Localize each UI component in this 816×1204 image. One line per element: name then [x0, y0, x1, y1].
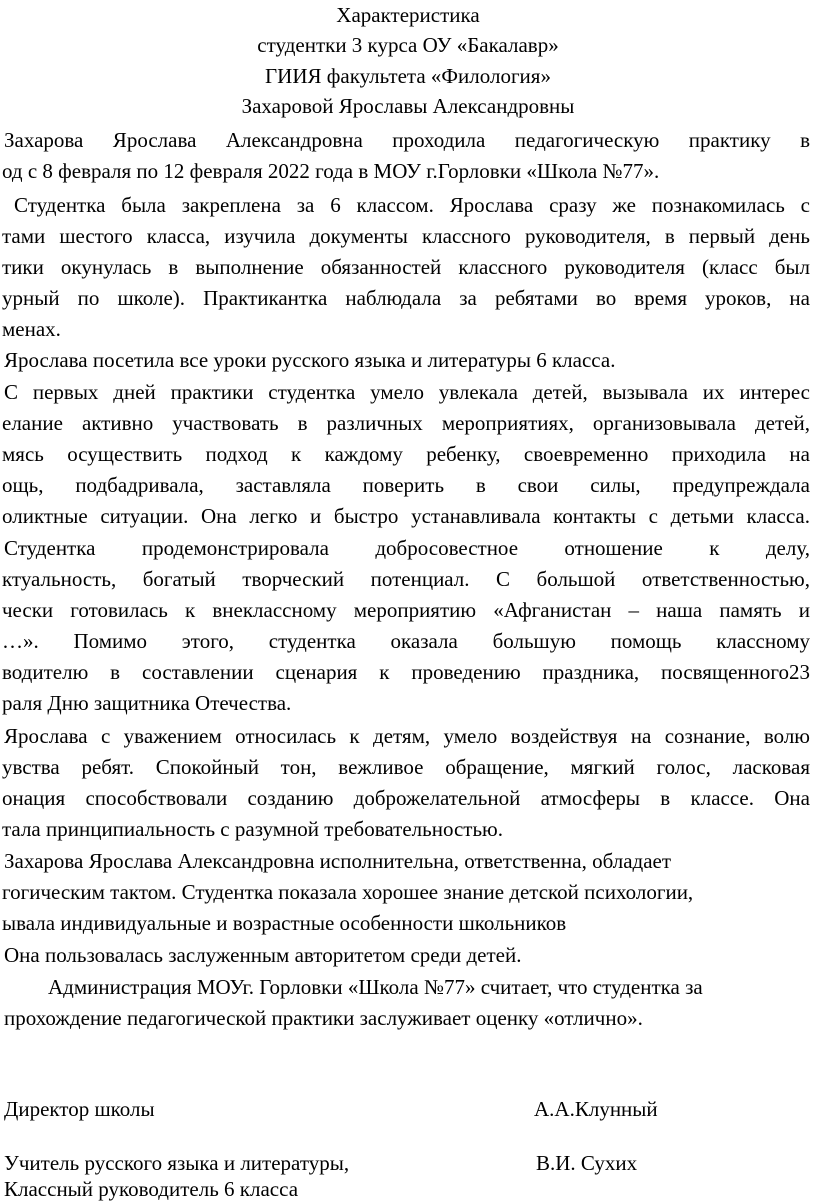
body-line: прохождение педагогической практики заслуживает оценку «отлично». — [4, 1006, 643, 1030]
doc-subtitle-student-name: Захаровой Ярославы Александровны — [241, 94, 575, 118]
director-name: А.А.Клунный — [534, 1097, 658, 1121]
doc-title: Характеристика — [336, 3, 480, 27]
body-line: водителю в составлении сценария к проведению праздника, посвященного23 — [2, 660, 810, 684]
body-line: Студентка продемонстрировала добросовестное отношение к делу, — [4, 536, 810, 560]
body-line: ктуальность, богатый творческий потенциал. С большой ответственностью, — [2, 567, 810, 591]
body-line: тами шестого класса, изучила документы классного руководителя, в первый день — [2, 224, 810, 248]
body-line: Ярослава с уважением относилась к детям, умело воздействуя на сознание, волю — [4, 724, 810, 748]
body-line: ощь, подбадривала, заставляла поверить в свои силы, предупреждала — [2, 473, 810, 497]
body-line: тала принципиальность с разумной требовательностью. — [2, 817, 503, 841]
doc-subtitle-course: студентки 3 курса ОУ «Бакалавр» — [257, 33, 559, 57]
doc-subtitle-faculty: ГИИЯ факультета «Филология» — [265, 64, 551, 88]
body-line: онация способствовали созданию доброжелательной атмосферы в классе. Она — [2, 786, 810, 810]
body-line: од с 8 февраля по 12 февраля 2022 года в МОУ г.Горловки «Школа №77». — [2, 159, 660, 183]
body-line: Студентка была закреплена за 6 классом. Ярослава сразу же познакомилась с — [14, 193, 810, 217]
teacher-name: В.И. Сухих — [536, 1151, 638, 1175]
body-line: Администрация МОУг. Горловки «Школа №77» считает, что студентка за — [48, 975, 703, 999]
class-teacher-title: Классный руководитель 6 класса — [4, 1177, 299, 1201]
body-line: …». Помимо этого, студентка оказала большую помощь классному — [2, 629, 810, 653]
body-line: Захарова Ярослава Александровна исполнительна, ответственна, обладает — [4, 849, 672, 873]
body-line: оликтные ситуации. Она легко и быстро устанавливала контакты с детьми класса. — [2, 504, 810, 528]
body-line: гогическим тактом. Студентка показала хорошее знание детской психологии, — [2, 880, 694, 904]
body-line: елание активно участвовать в различных мероприятиях, организовывала детей, — [2, 411, 810, 435]
teacher-title: Учитель русского языка и литературы, — [4, 1151, 350, 1175]
body-line: урный по школе). Практикантка наблюдала за ребятами во время уроков, на — [2, 286, 810, 310]
body-line: менах. — [2, 317, 61, 341]
body-line: Захарова Ярослава Александровна проходила педагогическую практику в — [4, 128, 810, 152]
body-line: чески готовилась к внеклассному мероприятию «Афганистан – наша память и — [2, 598, 810, 622]
body-line: Ярослава посетила все уроки русского языка и литературы 6 класса. — [4, 348, 616, 372]
body-line: раля Дню защитника Отечества. — [2, 691, 292, 715]
body-line: Она пользовалась заслуженным авторитетом среди детей. — [4, 943, 522, 967]
body-line: мясь осуществить подход к каждому ребенку, своевременно приходила на — [2, 442, 810, 466]
director-title: Директор школы — [4, 1097, 155, 1121]
body-line: увства ребят. Спокойный тон, вежливое обращение, мягкий голос, ласковая — [2, 755, 810, 779]
body-line: тики окунулась в выполнение обязанностей классного руководителя (класс был — [2, 255, 810, 279]
body-line: С первых дней практики студентка умело увлекала детей, вызывала их интерес — [4, 380, 810, 404]
body-line: ывала индивидуальные и возрастные особенности школьников — [2, 911, 567, 935]
